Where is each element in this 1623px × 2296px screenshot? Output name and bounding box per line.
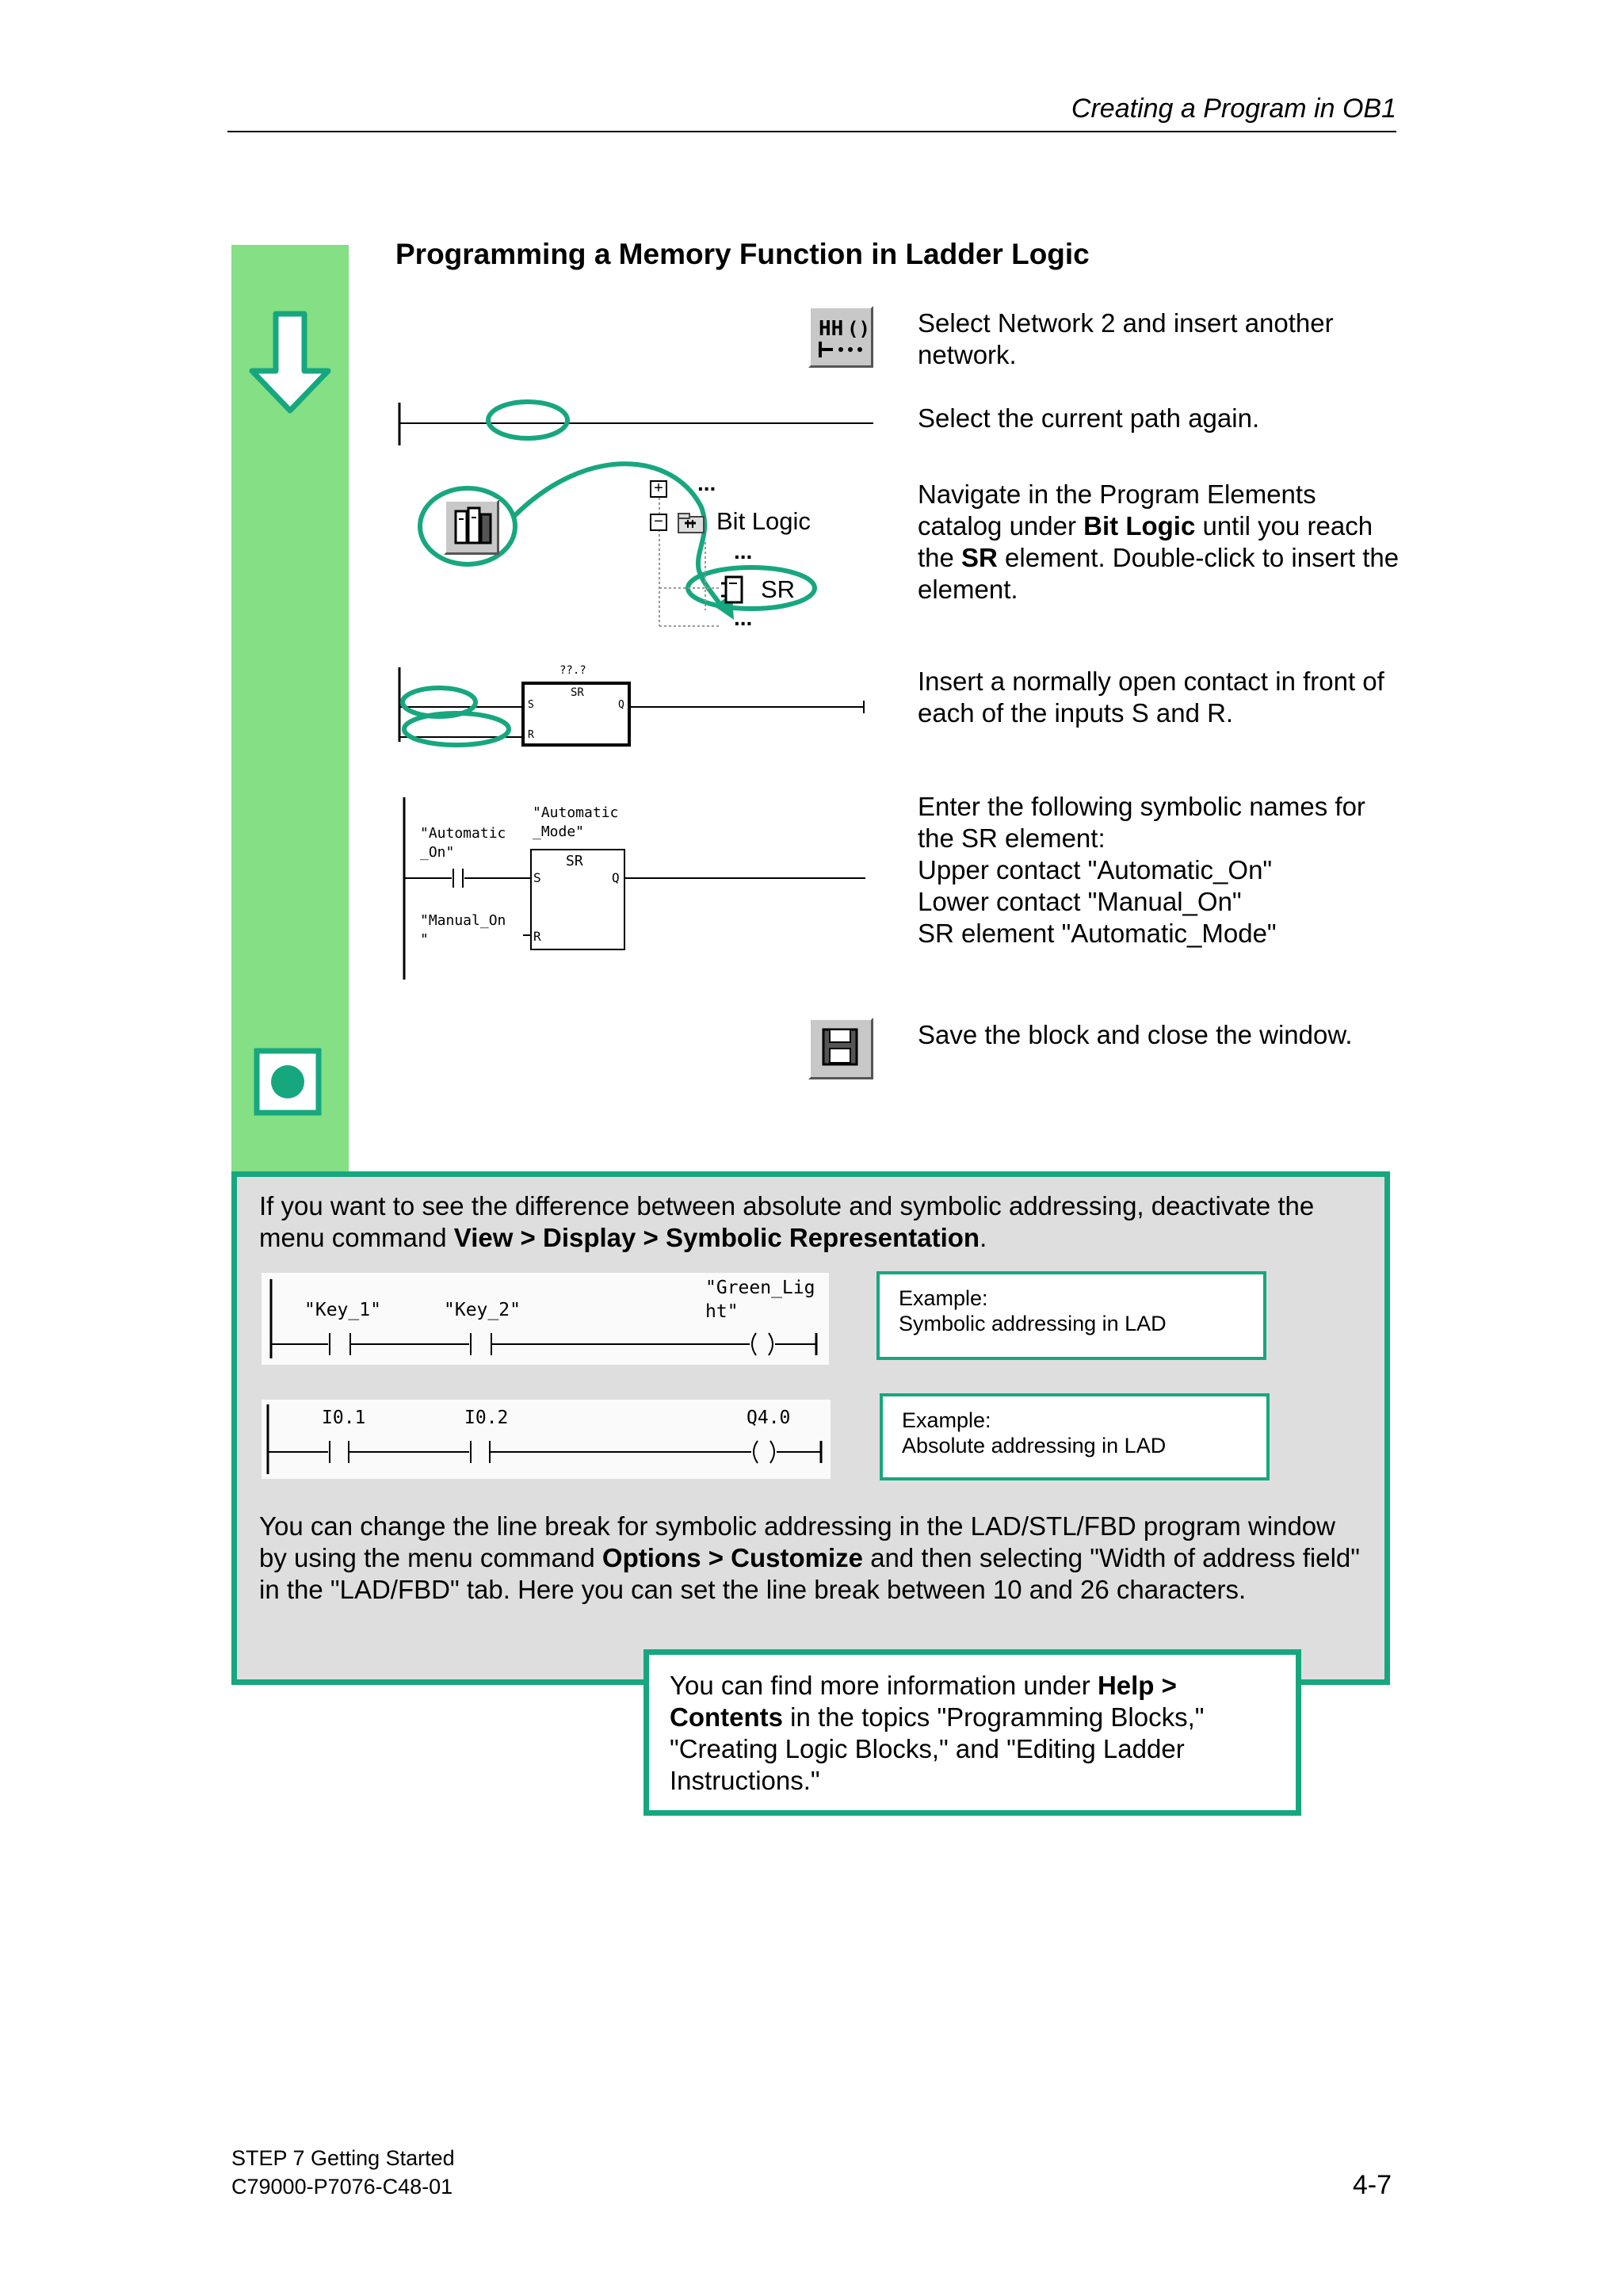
tree-expand-icon[interactable]: +	[650, 480, 667, 498]
green-light-symbol-label: "Green_Lig ht"	[705, 1278, 815, 1322]
sr-element-icon	[720, 574, 747, 606]
step-3-text: Navigate in the Program Elements catalog under Bit Logic until you reach the SR element. Double-click to insert the element.	[918, 479, 1400, 604]
current-path-diagram	[395, 396, 878, 452]
tree-collapse-icon[interactable]: −	[650, 514, 667, 531]
sr-input-r-label: R	[528, 729, 534, 741]
sr-symbol-name: "Automatic _Mode"	[533, 804, 619, 840]
sr-block-empty-diagram	[393, 663, 878, 750]
more-information-box: You can find more information under Help > Contents in the topics "Programming Blocks," "Creating Logic Blocks," and "Editing Ladder Instructions."	[643, 1649, 1301, 1816]
note-paragraph-1: If you want to see the difference between absolute and symbolic addressing, deactivate the menu command View > Display > Symbolic Representation.	[259, 1191, 1315, 1252]
page-number: 4-7	[1352, 2170, 1392, 2200]
tree-item-sr[interactable]: SR	[761, 575, 796, 603]
down-arrow-icon	[246, 309, 334, 417]
step-4-text: Insert a normally open contact in front of each of the inputs S and R.	[918, 667, 1384, 728]
q40-address-label: Q4.0	[747, 1408, 791, 1428]
insert-network-button[interactable]	[808, 306, 873, 368]
sr-block-named-diagram	[396, 793, 872, 983]
absolute-ladder-panel	[262, 1400, 831, 1479]
tree-item-bit-logic[interactable]: Bit Logic	[716, 507, 811, 535]
catalog-icon	[446, 502, 497, 552]
page-header-title: Creating a Program in OB1	[1071, 94, 1396, 124]
step-2-text: Select the current path again.	[918, 403, 1260, 433]
manual-on-contact-label: "Manual_On "	[420, 912, 506, 948]
tree-more-items: ...	[734, 539, 753, 563]
step-1-text: Select Network 2 and insert another network.	[918, 308, 1334, 369]
program-elements-catalog-button[interactable]	[444, 499, 499, 555]
svg-text:(): ()	[847, 318, 870, 340]
sr-block-label: SR	[571, 686, 584, 699]
insert-network-icon	[811, 308, 871, 365]
symbolic-example-caption: Example: Symbolic addressing in LAD	[876, 1271, 1266, 1360]
step-6-text: Save the block and close the window.	[918, 1020, 1353, 1049]
automatic-on-contact-label: "Automatic _On"	[420, 825, 506, 861]
sr-named-q-label: Q	[612, 870, 620, 885]
tree-more-items-bottom: ...	[734, 606, 753, 630]
sr-named-s-label: S	[533, 870, 541, 885]
i02-address-label: I0.2	[464, 1408, 509, 1428]
i01-address-label: I0.1	[322, 1408, 366, 1428]
sr-named-r-label: R	[533, 929, 541, 944]
save-button[interactable]	[808, 1018, 873, 1079]
absolute-example-caption: Example: Absolute addressing in LAD	[880, 1393, 1270, 1480]
footer-document-info: STEP 7 Getting Started C79000-P7076-C48-01	[231, 2146, 455, 2199]
sr-named-block-label: SR	[566, 853, 583, 869]
symbolic-ladder-panel	[262, 1273, 829, 1365]
sr-input-s-label: S	[528, 699, 534, 711]
stop-icon	[254, 1048, 322, 1116]
key2-symbol-label: "Key_2"	[444, 1300, 521, 1320]
sr-output-q-label: Q	[618, 699, 624, 711]
save-disk-icon	[811, 1020, 871, 1077]
section-title: Programming a Memory Function in Ladder Logic	[395, 238, 1090, 270]
step-5-text: Enter the following symbolic names for the SR element: Upper contact "Automatic_On" Lower contact "Manual_On" SR element "Automatic_Mode"	[918, 792, 1365, 948]
svg-text:HH: HH	[819, 317, 844, 341]
sr-address-placeholder: ??.?	[559, 664, 586, 677]
note-paragraph-2: You can change the line break for symbolic addressing in the LAD/STL/FBD program window by using the menu command Options > Customize and then selecting "Width of address field" in the "LAD/FBD" tab. Here you can set the line break between 10 and 26 characters.	[259, 1511, 1360, 1604]
header-rule	[227, 131, 1396, 132]
folder-icon	[677, 510, 705, 534]
key1-symbol-label: "Key_1"	[304, 1300, 381, 1320]
tree-collapsed-node: ...	[697, 471, 716, 495]
